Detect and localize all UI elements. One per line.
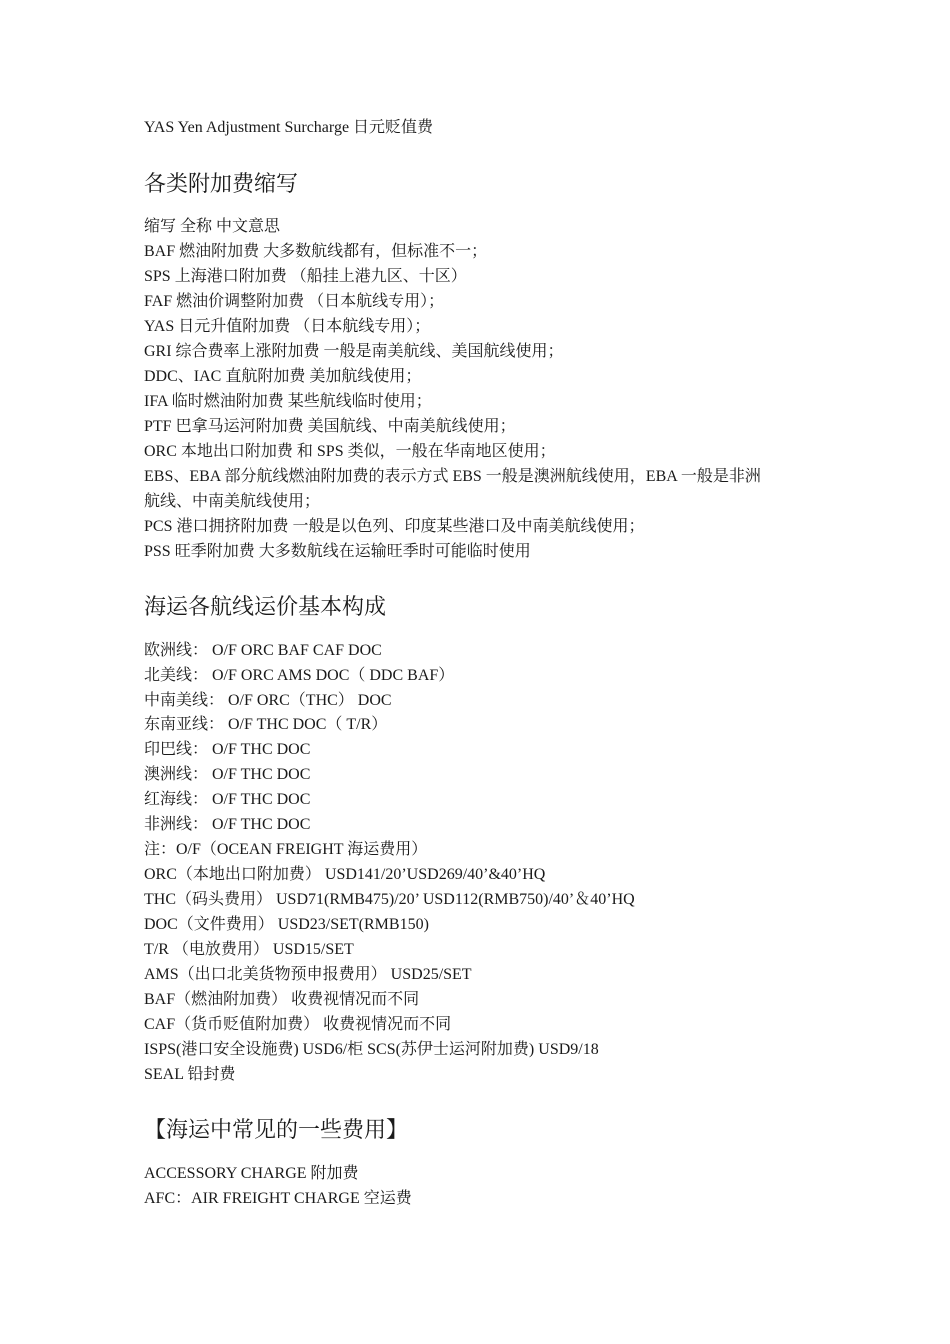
text-line: 缩写 全称 中文意思 bbox=[144, 218, 281, 235]
text-line: 航线、中南美航线使用； bbox=[144, 493, 321, 510]
text-line: CAF（货币贬值附加费） 收费视情况而不同 bbox=[144, 1016, 452, 1033]
text-line: BAF 燃油附加费 大多数航线都有，但标准不一； bbox=[144, 243, 488, 260]
text-line: ORC（本地出口附加费） USD141/20’USD269/40’&40’HQ bbox=[144, 866, 546, 883]
text-line: 印巴线： O/F THC DOC bbox=[144, 741, 311, 758]
text-line: ORC 本地出口附加费 和 SPS 类似，一般在华南地区使用； bbox=[144, 443, 556, 460]
text-line: 东南亚线： O/F THC DOC（ T/R） bbox=[144, 716, 388, 733]
intro-line: YAS Yen Adjustment Surcharge 日元贬值费 bbox=[144, 119, 434, 136]
section-heading-common-charges: 【海运中常见的一些费用】 bbox=[144, 1117, 409, 1142]
text-line: FAF 燃油价调整附加费 （日本航线专用）； bbox=[144, 293, 445, 310]
text-line: 中南美线： O/F ORC（THC） DOC bbox=[144, 692, 392, 709]
text-line: T/R （电放费用） USD15/SET bbox=[144, 941, 354, 958]
section-heading-surcharge-abbreviations: 各类附加费缩写 bbox=[144, 171, 299, 196]
text-line: IFA 临时燃油附加费 某些航线临时使用； bbox=[144, 393, 432, 410]
text-line: YAS 日元升值附加费 （日本航线专用）； bbox=[144, 318, 431, 335]
text-line: ACCESSORY CHARGE 附加费 bbox=[144, 1165, 359, 1182]
text-line: 注：O/F（OCEAN FREIGHT 海运费用） bbox=[144, 841, 428, 858]
text-line: PTF 巴拿马运河附加费 美国航线、中南美航线使用； bbox=[144, 418, 516, 435]
text-line: THC（码头费用） USD71(RMB475)/20’ USD112(RMB750)/40’＆40’HQ bbox=[144, 891, 635, 908]
text-line: 非洲线： O/F THC DOC bbox=[144, 816, 311, 833]
text-line: DDC、IAC 直航附加费 美加航线使用； bbox=[144, 368, 422, 385]
text-line: EBS、EBA 部分航线燃油附加费的表示方式 EBS 一般是澳洲航线使用，EBA 一般是非洲 bbox=[144, 468, 761, 485]
text-line: AFC：AIR FREIGHT CHARGE 空运费 bbox=[144, 1190, 412, 1207]
text-line: 欧洲线： O/F ORC BAF CAF DOC bbox=[144, 642, 382, 659]
text-line: AMS（出口北美货物预申报费用） USD25/SET bbox=[144, 966, 472, 983]
text-line: SPS 上海港口附加费 （船挂上港九区、十区） bbox=[144, 268, 467, 285]
text-line: 红海线： O/F THC DOC bbox=[144, 791, 311, 808]
section-heading-route-rate-composition: 海运各航线运价基本构成 bbox=[144, 594, 387, 619]
text-line: 澳洲线： O/F THC DOC bbox=[144, 766, 311, 783]
text-line: SEAL 铅封费 bbox=[144, 1066, 236, 1083]
text-line: ISPS(港口安全设施费) USD6/柜 SCS(苏伊士运河附加费) USD9/18 bbox=[144, 1041, 599, 1058]
text-line: 北美线： O/F ORC AMS DOC（ DDC BAF） bbox=[144, 667, 455, 684]
text-line: GRI 综合费率上涨附加费 一般是南美航线、美国航线使用； bbox=[144, 343, 564, 360]
text-line: PSS 旺季附加费 大多数航线在运输旺季时可能临时使用 bbox=[144, 543, 531, 560]
text-line: BAF（燃油附加费） 收费视情况而不同 bbox=[144, 991, 420, 1008]
text-line: PCS 港口拥挤附加费 一般是以色列、印度某些港口及中南美航线使用； bbox=[144, 518, 645, 535]
text-line: DOC（文件费用） USD23/SET(RMB150) bbox=[144, 916, 429, 933]
